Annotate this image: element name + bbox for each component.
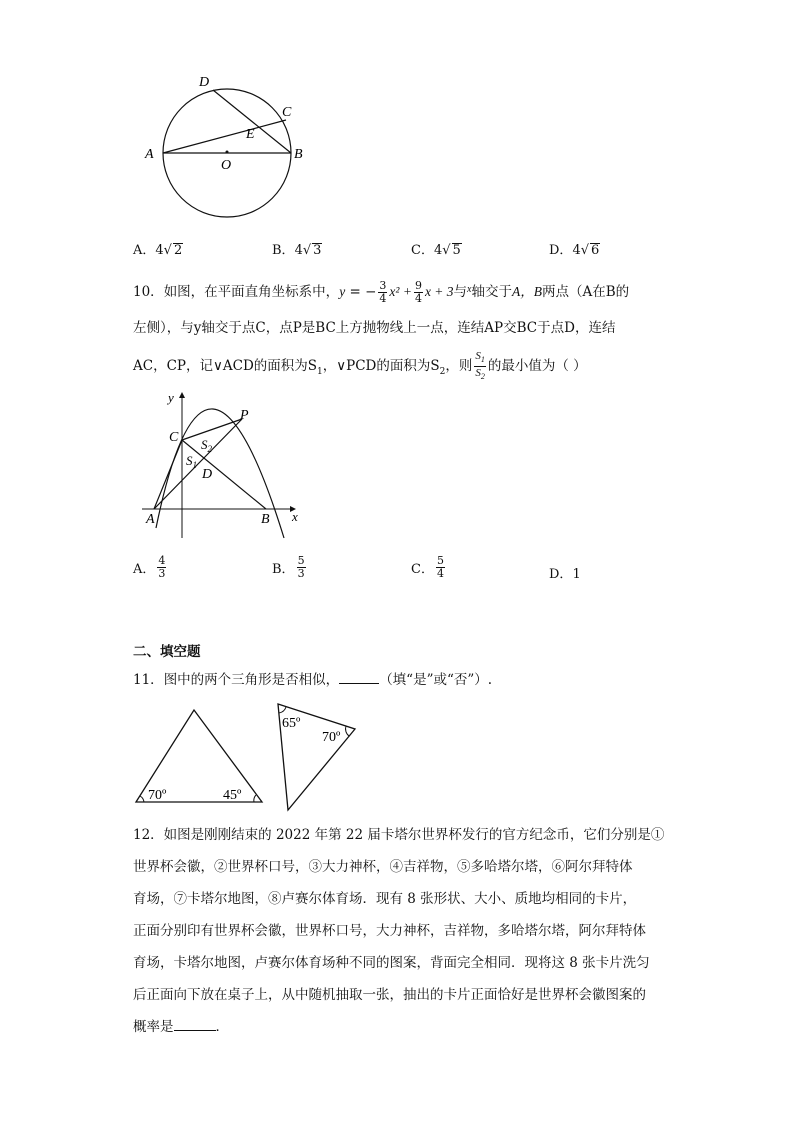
frac-num: 9 [414,279,422,292]
label-a: A [146,512,155,527]
eq-tail: x + 3 [424,284,454,299]
q10-option-d [549,563,581,582]
ratio-den: S [475,367,481,380]
label-d: D [199,75,210,90]
angle-label-70: 70º [148,788,167,803]
angle-label-65: 65º [282,716,301,731]
eq-y: y [339,284,346,299]
q10-text: ，则 [445,358,473,375]
label-s2: $S_2$ [201,437,212,454]
label-a: A [145,147,154,162]
frac-num: 5 [297,554,305,567]
option-letter: C． [411,562,434,577]
label-c: C [169,430,179,445]
q12-line-4: 正面分别印有世界杯会徽，世界杯口号，大力神杯，吉祥物，多哈塔尔塔，阿尔拜特体 [133,923,646,939]
frac-den: 4 [414,292,422,305]
option-radicand: 6 [591,243,600,258]
option-radicand: 5 [452,243,461,258]
answer-blank[interactable] [174,1018,216,1031]
option-letter: D． [549,243,573,258]
option-coef: 4 [155,243,164,258]
option-letter: A． [133,562,156,577]
label-x-axis: x [292,509,298,524]
center-dot [226,151,229,154]
angle-arc-45 [254,795,256,802]
option-letter: C． [411,243,434,258]
option-coef: 4 [572,243,581,258]
q12-line-7 [133,1017,229,1037]
chord-ac [163,120,286,153]
frac-den: 3 [297,567,305,580]
segment-ac [154,440,182,509]
option-coef: 4 [433,243,443,258]
label-p: P [240,408,249,423]
q10-option-b [272,555,308,580]
segment-cb [182,440,266,509]
question-number: 10． [133,284,164,300]
q9-option-c [411,239,462,258]
option-letter: B． [272,243,295,258]
q9-option-b [272,239,322,258]
label-y-axis: y [168,390,174,405]
q10-option-a [133,555,168,580]
frac-9-4 [414,280,423,305]
parabola-figure [140,388,310,543]
q10-text: 的最小值为（ ） [487,358,587,375]
q9-option-d [549,239,600,258]
q10-option-c [411,555,447,580]
q12-line-6: 后正面向下放在桌子上，从中随机抽取一张，抽出的卡片正面恰好是世界杯会徽图案的 [133,987,646,1003]
q10-line3 [133,350,587,383]
answer-blank[interactable] [339,671,379,684]
angle-arc-65 [279,707,286,713]
label-d: D [202,467,213,482]
q12-line-5: 育场，卡塔尔地图，卢赛尔体育场种不同的图案，背面完全相同．现将这 8 张卡片洗匀 [133,955,650,971]
q10-text: 轴交于 [471,284,512,300]
frac-num: 5 [436,554,444,567]
ratio-num: S [475,350,481,362]
segment-ap [154,419,242,509]
frac-3-4 [378,280,387,305]
option-radicand: 2 [173,243,183,258]
q10-text: 与 [453,284,468,300]
question-number: 11． [133,672,164,688]
q12-text: ． [215,1019,229,1035]
sqrt-sign: √ [302,243,312,258]
option-coef: 4 [294,243,303,258]
sqrt-sign: √ [580,243,590,258]
q11-text: 图中的两个三角形是否相似， [163,672,340,688]
q12-line-2: 世界杯会徽，②世界杯口号，③大力神杯，④吉祥物，⑤多哈塔尔塔，⑥阿尔拜特体 [133,859,633,875]
triangles-figure [130,700,360,815]
q12-text: 概率是 [133,1019,174,1035]
frac-num: 3 [379,279,387,292]
q10-text: ，∨PCD的面积为S [322,358,440,375]
label-e: E [246,127,255,142]
option-letter: D． [549,567,573,582]
option-letter: A． [133,243,156,258]
option-value: 1 [572,567,581,582]
angle-label-45: 45º [223,788,242,803]
sub-2: 2 [439,366,446,377]
option-radicand: 3 [313,243,322,258]
q10-ab: A，B [512,284,542,299]
q10-text: AC，CP，记∨ACD的面积为S [133,358,318,375]
sub-1: 1 [317,366,323,377]
frac-num: 4 [158,554,166,567]
q10-line1 [133,280,629,305]
option-frac [297,555,306,580]
frac-den: 4 [379,292,387,305]
q9-option-a [133,239,183,258]
label-s1: $S_1$ [186,453,197,470]
frac-den: 3 [158,567,166,580]
label-b: B [261,512,270,527]
q10-x: x [467,284,472,295]
q12-line-3: 育场，⑦卡塔尔地图，⑧卢赛尔体育场．现有 8 张形状、大小、质地均相同的卡片， [133,891,637,907]
ratio-s1-s2: $\frac{S_1}{S_2}$ [475,350,485,382]
q10-text: 如图，在平面直角坐标系中， [163,284,340,300]
circle-figure [140,70,315,220]
eq-eq: = − [345,284,377,300]
sqrt-sign: √ [442,243,451,258]
label-b: B [294,147,303,162]
q11-line [133,670,492,690]
angle-arc-70 [140,796,144,802]
label-c: C [282,105,292,120]
section-title: 二、填空题 [133,644,201,660]
eq-x2: x² + [389,284,412,299]
q10-text: 两点（A在B的 [542,284,630,300]
label-o: O [221,158,232,173]
q12-line-1: 12．如图是刚刚结束的 2022 年第 22 届卡塔尔世界杯发行的官方纪念币，它们分别是① [133,827,665,843]
option-frac [157,555,166,580]
q10-line2: 左侧），与y轴交于点C，点P是BC上方抛物线上一点，连结AP交BC于点D，连结 [133,320,616,336]
angle-label-70b: 70º [322,730,341,745]
sqrt-sign: √ [163,243,172,258]
option-frac [436,555,445,580]
frac-den: 4 [436,567,444,580]
q11-text: （填“是”或“否”）. [379,672,493,688]
option-letter: B． [272,562,295,577]
